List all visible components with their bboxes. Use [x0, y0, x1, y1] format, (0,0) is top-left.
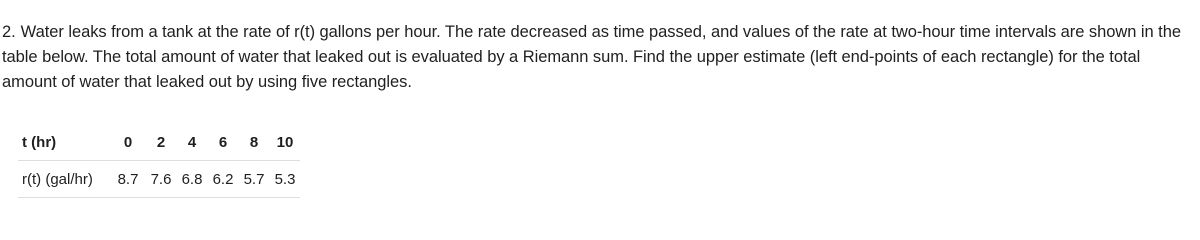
time-cell: 4: [176, 124, 208, 161]
rate-cell: 8.7: [110, 161, 146, 198]
time-cell: 8: [238, 124, 270, 161]
time-cell: 0: [110, 124, 146, 161]
rate-table: [18, 124, 300, 198]
row-label-time: t (hr): [18, 124, 110, 161]
table-row-rate: [18, 161, 300, 198]
rate-cell: 6.8: [176, 161, 208, 198]
rate-cell: 5.3: [270, 161, 300, 198]
row-label-rate: r(t) (gal/hr): [18, 161, 110, 198]
time-cell: 6: [208, 124, 238, 161]
question-body: Water leaks from a tank at the rate of r(t) gallons per hour. The rate decreased as time passed, and values of the rate at two-hour time intervals are shown in the table below. The total amount of water that leaked out is evaluated by a Riemann sum. Find the upper estimate (left end-points of each rectangle) for the total amount of water that leaked out by using five rectangles.: [2, 23, 1181, 91]
rate-cell: 6.2: [208, 161, 238, 198]
rate-cell: 7.6: [146, 161, 176, 198]
rate-cell: 5.7: [238, 161, 270, 198]
table-row-time: [18, 124, 300, 161]
time-cell: 2: [146, 124, 176, 161]
time-cell: 10: [270, 124, 300, 161]
question-number: 2.: [2, 23, 16, 41]
question-text-block: [2, 20, 1194, 95]
